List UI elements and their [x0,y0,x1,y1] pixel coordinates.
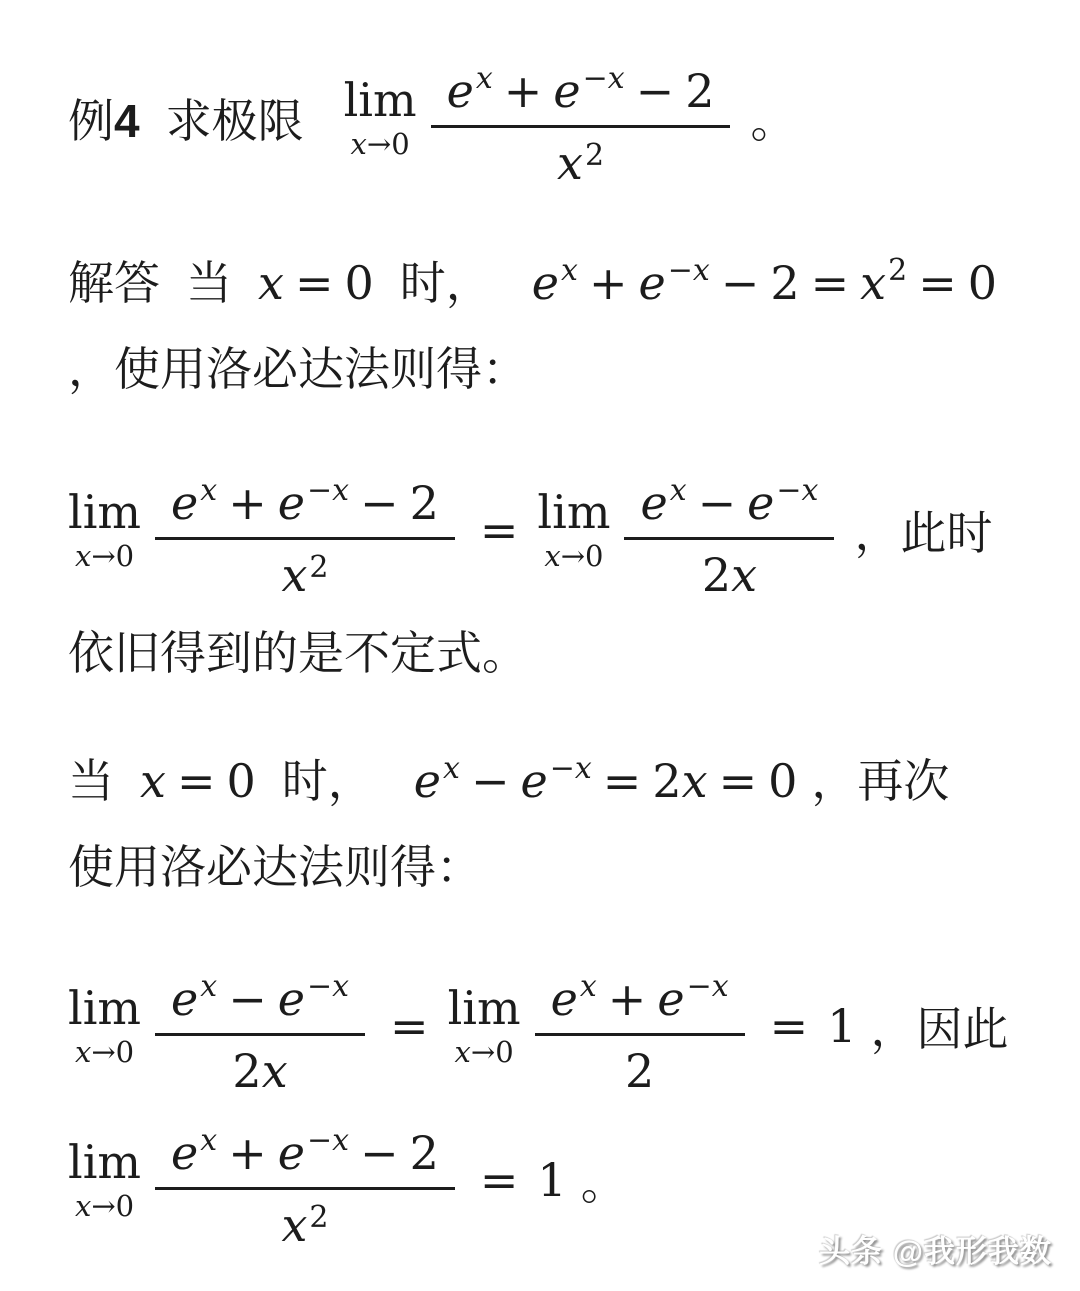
arrow-icon: → [91,1189,116,1223]
example-label-text: 例 [68,95,114,147]
math-x: x [74,539,92,573]
minus-sign: − [686,969,712,1004]
math-e: e [531,256,560,310]
solution-paragraph-1-line-2 [68,343,1040,395]
math-e: e [638,256,666,310]
math-x: x [281,1198,308,1252]
still-indeterminate-line [68,627,1040,679]
minus-sign: − [667,253,693,288]
display-equation-1 [68,460,1040,600]
equals-sign: = [718,754,758,808]
math-two: 2 [232,1044,262,1098]
watermark: 头条 @我形我数 [819,1234,1052,1269]
math-x: x [860,256,887,310]
minus-operator: − [228,972,267,1026]
lim-subscript [74,539,135,573]
superscript-negx [687,969,729,1004]
fraction-numerator [624,460,834,537]
inline-math-x-equals-0 [140,754,256,808]
math-zero: 0 [495,1035,514,1069]
use-lhopital-line: ，使用洛必达法则得： [68,343,528,395]
minus-sign: − [306,1123,333,1158]
plus-operator: + [228,1126,267,1180]
math-x: x [801,473,819,508]
fraction-exp-diff-over-2x [624,460,834,600]
minus-sign: − [306,473,333,508]
minus-sign: − [582,61,608,96]
limit-operator [68,1135,142,1223]
comma-cishi: ，此时 [854,507,993,559]
arrow-icon: → [470,1035,496,1069]
lim-word: lim [68,981,142,1035]
superscript-negx [307,473,349,508]
fraction-exp-sum-over-x2 [155,460,455,600]
math-x: x [350,127,367,161]
limit-operator [537,485,611,573]
shi-comma: 时， [281,755,374,807]
display-equation-2 [68,956,1040,1096]
superscript-x: x [200,473,218,508]
conclusion-full-stop: 。 [580,1157,627,1209]
solution-paragraph-2-line-2 [68,841,1040,893]
equals-sign: = [479,503,519,557]
fraction-exp-sum-over-2 [535,956,745,1096]
math-x: x [332,1123,350,1158]
superscript-x: x [579,969,597,1004]
minus-operator: − [360,1126,399,1180]
shi-comma: 时， [399,257,492,309]
superscript-2: 2 [309,550,329,585]
comma-zaici: ，再次 [811,755,950,807]
heading-full-stop: 。 [750,95,797,147]
math-e: e [657,972,685,1026]
minus-operator: − [720,256,760,310]
minus-operator: − [635,64,675,118]
limit-operator [68,485,142,573]
superscript-negx [550,751,592,786]
math-e: e [277,476,305,530]
math-e: e [171,972,199,1026]
math-e: e [446,64,474,118]
math-x: x [692,253,710,288]
lim-subscript [454,1035,514,1069]
example-label [68,85,140,151]
lim-subscript [74,1189,135,1223]
equals-sign: = [918,256,957,310]
math-zero: 0 [115,1189,135,1223]
minus-sign: − [776,473,802,508]
math-x: x [557,136,583,190]
equals-sign: = [390,999,429,1053]
math-e: e [747,476,775,530]
arrow-icon: → [366,127,392,161]
fraction-denominator [686,540,773,600]
math-x: x [607,61,625,96]
limit-operator [343,73,417,161]
math-one: 1 [537,1153,567,1207]
math-one: 1 [827,999,857,1053]
superscript-x: x [561,253,578,288]
math-two: 2 [409,1126,439,1180]
arrow-icon: → [91,1035,116,1069]
math-zero: 0 [585,539,604,573]
math-e: e [413,754,442,808]
example-prompt: 求极限 [165,95,304,147]
math-x: x [332,473,350,508]
math-x: x [454,1035,471,1069]
superscript-negx [307,1123,349,1158]
example-heading [68,48,1040,188]
superscript-negx [668,253,710,288]
answer-label: 解答 [68,257,160,309]
lim-subscript [74,1035,135,1069]
inline-math-given1 [531,253,998,310]
math-two: 2 [409,476,439,530]
superscript-2: 2 [888,253,908,288]
when-label: 当 [186,257,232,309]
math-x: x [574,751,592,786]
superscript-negx [776,473,818,508]
math-e: e [550,972,578,1026]
math-x: x [74,1189,92,1223]
math-e: e [277,972,305,1026]
minus-sign: − [549,751,575,786]
superscript-x: x [475,61,493,96]
superscript-x: x [200,1123,218,1158]
lim-subscript [350,127,410,161]
math-e: e [171,1126,199,1180]
plus-operator: + [607,972,647,1026]
arrow-icon: → [560,539,586,573]
math-two: 2 [701,548,732,602]
math-zero: 0 [391,127,410,161]
math-x: x [681,754,708,808]
plus-operator: + [503,64,543,118]
math-zero: 0 [344,256,374,310]
example-number: 4 [114,95,140,147]
plus-operator: + [228,476,267,530]
math-e: e [553,64,581,118]
math-x: x [731,548,758,602]
solution-paragraph-1 [68,253,1040,395]
lim-word: lim [343,73,417,127]
lim-word: lim [68,1135,142,1189]
equals-sign: = [602,754,642,808]
math-two: 2 [685,64,715,118]
fraction-exp-sum-over-x2 [155,1110,455,1250]
superscript-x: x [443,751,460,786]
plus-operator: + [588,256,628,310]
solution-paragraph-2 [68,751,1040,893]
math-x: x [261,1044,288,1098]
arrow-icon: → [91,539,116,573]
math-e: e [277,1126,305,1180]
lim-subscript [544,539,604,573]
superscript-2: 2 [309,1200,329,1235]
fraction-denominator [265,540,344,600]
math-zero: 0 [226,754,256,808]
math-e: e [520,754,548,808]
fraction-numerator [431,48,731,125]
fraction-numerator [535,956,745,1033]
fraction-denominator [216,1036,303,1096]
math-x: x [258,256,284,310]
equals-sign: = [479,1153,519,1207]
math-zero: 0 [115,1035,135,1069]
superscript-negx [307,969,349,1004]
limit-operator [68,981,142,1069]
equals-sign: = [176,754,216,808]
comma-yinci: ，因此 [870,1003,1009,1055]
inline-math-given2 [413,751,798,808]
superscript-negx [583,61,625,96]
equals-sign: = [294,256,334,310]
lim-word: lim [537,485,611,539]
minus-operator: − [697,476,737,530]
math-x: x [711,969,729,1004]
when-label: 当 [68,755,114,807]
solution-paragraph-1-line-1 [68,253,1040,310]
math-zero: 0 [115,539,135,573]
fraction-exp-sum-over-x2 [431,48,731,188]
still-indeterminate-text: 依旧得到的是不定式。 [68,627,528,679]
superscript-x: x [669,473,687,508]
fraction-numerator [155,460,455,537]
use-lhopital-line: 使用洛必达法则得： [68,841,482,893]
minus-operator: − [360,476,399,530]
equals-sign: = [769,999,809,1053]
math-e: e [640,476,668,530]
equals-sign: = [810,256,850,310]
limit-operator [447,981,521,1069]
lim-word: lim [447,981,521,1035]
fraction-denominator [609,1036,670,1096]
fraction-numerator [155,956,365,1033]
fraction-denominator [265,1190,344,1250]
minus-operator: − [470,754,510,808]
math-x: x [544,539,561,573]
math-two: 2 [652,754,682,808]
math-e: e [171,476,199,530]
solution-paragraph-2-line-1 [68,751,1040,808]
math-x: x [281,548,308,602]
math-zero: 0 [967,256,998,310]
minus-sign: − [306,969,333,1004]
math-two: 2 [625,1044,655,1098]
superscript-2: 2 [584,138,605,173]
lim-word: lim [68,485,142,539]
math-x: x [140,754,166,808]
math-zero: 0 [768,754,798,808]
fraction-exp-diff-over-2x [155,956,365,1096]
math-two: 2 [770,256,800,310]
inline-math-x-equals-0 [258,256,374,310]
fraction-denominator [541,128,620,188]
math-x: x [332,969,350,1004]
superscript-x: x [200,969,218,1004]
fraction-numerator [155,1110,455,1187]
math-x: x [74,1035,92,1069]
